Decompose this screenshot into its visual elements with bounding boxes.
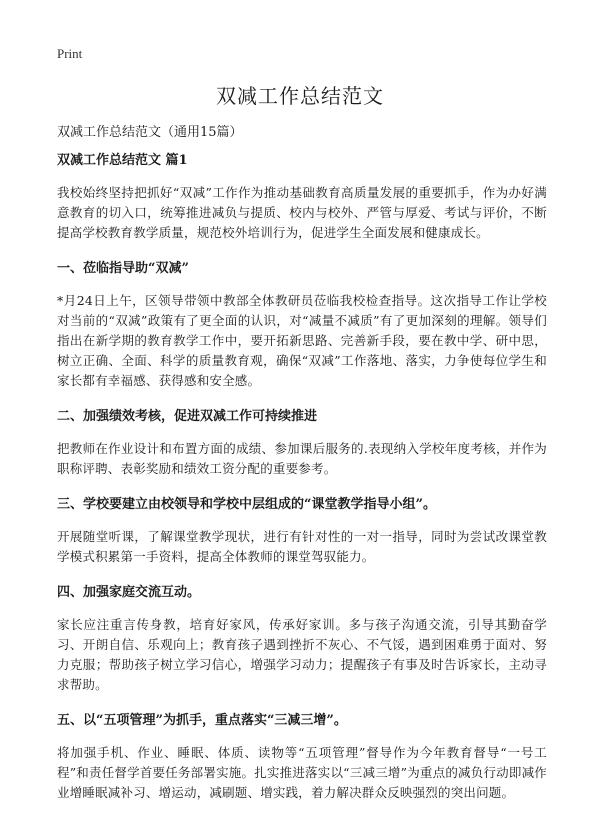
print-link[interactable]: Print — [57, 46, 83, 61]
section-body-4: 家长应注重言传身教，培育好家风，传承好家训。多与孩子沟通交流，引导其勤奋学习、开朗自信、乐观向上；教育孩子遇到挫折不灰心、不气馁，遇到困难勇于面对、努力克服；帮助孩子树立学习信心，增强学习动力；提醒孩子有事及时告诉家长，主动寻求帮助。 — [57, 617, 547, 692]
section-body-1: *月24日上午，区领导带领中教部全体教研员莅临我校检查指导。这次指导工作让学校对当前的“双减”政策有了更全面的认识，对“减量不减质”有了更加深刻的理解。领导们指出在新学期的教育教学工作中，要开拓新思路、完善新手段，要在教中学、研中思，树立正确、全面、科学的质量教育观，确保“双减”工作落地、落实，力争使每位学生和家长都有幸福感、获得感和安全感。 — [57, 293, 547, 388]
page-title: 双减工作总结范文 — [216, 84, 384, 108]
intro-paragraph: 我校始终坚持把抓好“双减”工作作为推动基础教育高质量发展的重要抓手，作为办好满意教育的切入口，统筹推进减负与提质、校内与校外、严管与厚爱、考试与评价，不断提高学校教育教学质量，规范校外培训行为，促进学生全面发展和健康成长。 — [57, 185, 547, 240]
section-body-3: 开展随堂听课，了解课堂教学现状，进行有针对性的一对一指导，同时为尝试改课堂教学模式积累第一手资料，提高全体教师的课堂驾驭能力。 — [57, 529, 547, 564]
chapter-title: 双减工作总结范文 篇1 — [57, 153, 188, 168]
section-body-5: 将加强手机、作业、睡眠、体质、读物等“五项管理”督导作为今年教育督导“一号工程”和责任督学首要任务部署实施。扎实推进落实以“三减三增”为重点的减负行动即减作业增睡眠减补习、增运动，减刷题、增实践，着力解决群众反映强烈的突出问题。 — [57, 745, 547, 800]
section-heading-3: 三、学校要建立由校领导和学校中层组成的“课堂教学指导小组”。 — [57, 497, 436, 512]
section-heading-5: 五、以“五项管理”为抓手，重点落实“三减三增”。 — [57, 713, 347, 728]
article-body — [57, 151, 547, 819]
section-heading-1: 一、莅临指导助“双减” — [57, 261, 189, 276]
section-heading-4: 四、加强家庭交流互动。 — [57, 585, 201, 600]
document-subtitle: 双减工作总结范文（通用15篇） — [57, 125, 243, 140]
section-body-2: 把教师在作业设计和布置方面的成绩、参加课后服务的.表现纳入学校年度考核，并作为职称评聘、表彰奖励和绩效工资分配的重要参考。 — [57, 441, 547, 476]
section-heading-2: 二、加强绩效考核，促进双减工作可持续推进 — [57, 409, 318, 424]
